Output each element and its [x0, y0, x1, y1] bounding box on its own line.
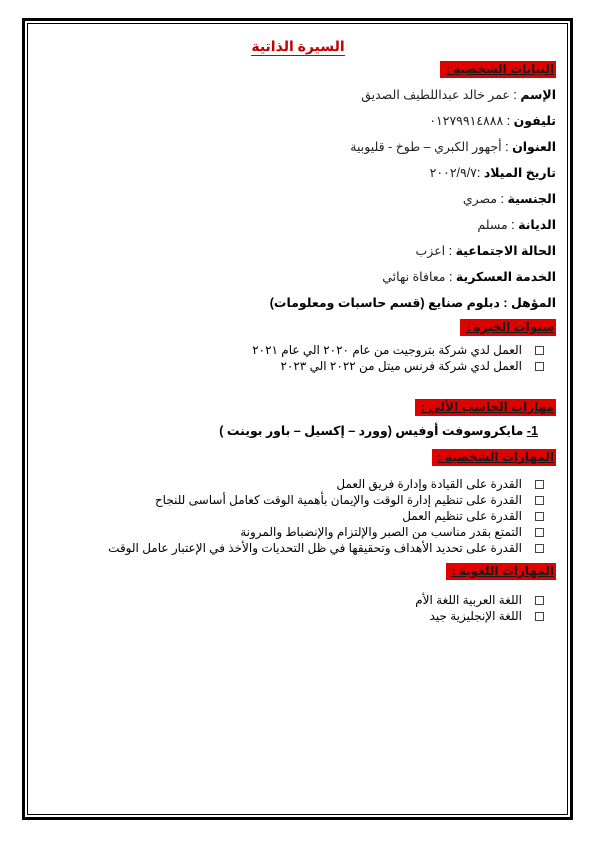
checkbox-bullet-icon: [535, 544, 544, 553]
nationality-field: الجنسية : مصري: [462, 192, 556, 206]
personal-section: [40, 58, 556, 316]
name-value: عمر خالد عبداللطيف الصديق: [361, 88, 510, 102]
marital-label: الحالة الاجتماعية: [455, 244, 556, 258]
religion-label: الديانة: [518, 218, 556, 232]
list-item: القدرة على تنظيم إدارة الوقت والإيمان بأهمية الوقت كعامل أساسى للنجاح: [40, 492, 522, 508]
personal-skills-list: [40, 476, 556, 556]
list-item: اللغة العربية اللغة الأم: [40, 592, 522, 608]
address-value: أجهور الكبري – طوخ - قليوبية: [350, 140, 502, 154]
military-label: الخدمة العسكرية: [455, 270, 556, 284]
religion-field: الديانة : مسلم: [477, 218, 556, 232]
languages-section: [40, 560, 556, 624]
languages-header: المهارات اللغوية :: [446, 563, 556, 580]
qualification-value: دبلوم صنايع (قسم حاسبات ومعلومات): [269, 296, 500, 310]
marital-value: اعزب: [415, 244, 446, 258]
phone-label: تليفون: [513, 114, 556, 128]
religion-value: مسلم: [477, 218, 508, 232]
computer-section: [40, 396, 556, 440]
nationality-value: مصري: [462, 192, 498, 206]
cv-title: السيرة الذاتية: [251, 38, 345, 54]
checkbox-bullet-icon: [535, 512, 544, 521]
personal-skills-header: المهارات الشخصية :: [432, 449, 556, 466]
list-item: القدرة على تحديد الأهداف وتحقيقها في ظل التحديات والأخذ في الإعتبار عامل الوقت: [40, 540, 522, 556]
name-field: الإسم : عمر خالد عبداللطيف الصديق: [361, 88, 556, 102]
experience-section: [40, 316, 556, 374]
computer-header: مهارات الحاسب الألي :: [415, 399, 556, 416]
checkbox-bullet-icon: [535, 362, 544, 371]
skill-number: 1-: [526, 424, 538, 438]
experience-header: سنوات الخبرة :: [460, 319, 556, 336]
languages-list: [40, 592, 556, 624]
address-field: العنوان : أجهور الكبري – طوخ - قليوبية: [350, 140, 556, 154]
computer-skill-text: مايكروسوفت أوفيس (وورد – إكسيل – باور بوينت ): [219, 424, 524, 438]
checkbox-bullet-icon: [535, 346, 544, 355]
military-value: معافاة نهائي: [382, 270, 446, 284]
checkbox-bullet-icon: [535, 596, 544, 605]
experience-list: [40, 342, 556, 374]
qualification-label: المؤهل: [510, 296, 556, 310]
cv-content: [40, 30, 556, 624]
name-label: الإسم: [520, 88, 556, 102]
checkbox-bullet-icon: [535, 612, 544, 621]
checkbox-bullet-icon: [535, 496, 544, 505]
checkbox-bullet-icon: [535, 480, 544, 489]
address-label: العنوان: [512, 140, 556, 154]
computer-skill-item: [40, 422, 538, 440]
birthdate-value: ٢٠٠٢/٩/٧: [429, 166, 477, 180]
list-item: العمل لدي شركة فرنس ميتل من ٢٠٢٢ الي ٢٠٢٣: [40, 358, 522, 374]
phone-value: ٠١٢٧٩٩١٤٨٨٨: [429, 114, 504, 128]
qualification-field: المؤهل : دبلوم صنايع (قسم حاسبات ومعلومات): [269, 296, 556, 310]
birthdate-field: تاريخ الميلاد :٢٠٠٢/٩/٧: [429, 166, 556, 180]
phone-field: تليفون : ٠١٢٧٩٩١٤٨٨٨: [429, 114, 556, 128]
marital-field: الحالة الاجتماعية : اعزب: [415, 244, 556, 258]
list-item: القدرة على القيادة وإدارة فريق العمل: [40, 476, 522, 492]
military-field: الخدمة العسكرية : معافاة نهائي: [382, 270, 556, 284]
personal-skills-section: [40, 446, 556, 556]
birthdate-label: تاريخ الميلاد: [483, 166, 556, 180]
list-item: العمل لدي شركة بتروجيت من عام ٢٠٢٠ الي عام ٢٠٢١: [40, 342, 522, 358]
nationality-label: الجنسية: [507, 192, 556, 206]
list-item: القدرة على تنظيم العمل: [40, 508, 522, 524]
list-item: التمتع بقدر مناسب من الصبر والإلتزام والإنضباط والمرونة: [40, 524, 522, 540]
personal-header: البيانات الشخصية :: [440, 61, 556, 78]
checkbox-bullet-icon: [535, 528, 544, 537]
list-item: اللغة الإنجليزية جيد: [40, 608, 522, 624]
